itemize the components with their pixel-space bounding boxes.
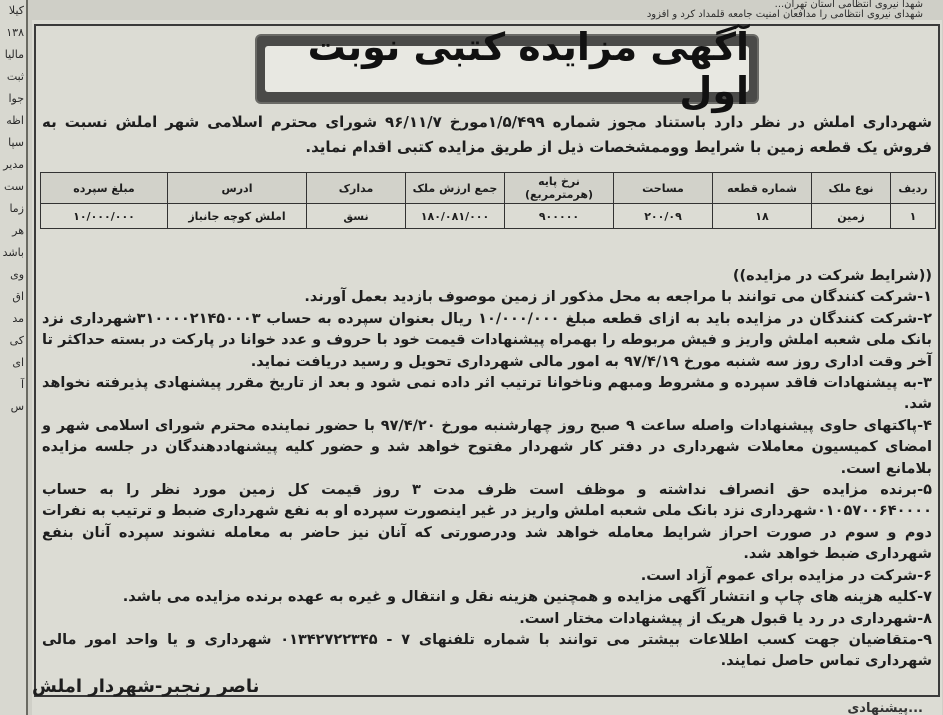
col-deposit: مبلغ سپرده	[41, 173, 168, 204]
column-fragment-text: مد	[12, 312, 24, 325]
column-fragment-text: اظه	[6, 114, 24, 127]
condition-item: ۸-شهرداری در رد یا قبول هریک از پیشنهادات مختار است.	[519, 610, 932, 627]
auction-notice	[32, 20, 942, 715]
col-area: مساحت	[614, 173, 713, 204]
column-fragment-text: زما	[9, 202, 24, 215]
column-fragment-text: ثبت	[6, 70, 24, 83]
col-property-type: نوع ملک	[812, 173, 891, 204]
col-total-value: جمع ارزش ملک	[406, 173, 505, 204]
cell-plot-number: ۱۸	[713, 204, 812, 229]
column-fragment-text: کی	[9, 334, 24, 347]
column-fragment-text: س	[10, 400, 24, 413]
column-fragment-text: ست	[3, 180, 24, 193]
column-fragment-text: مدیر	[3, 158, 24, 171]
condition-item: ۶-شرکت در مزایده برای عموم آزاد است.	[640, 567, 932, 584]
condition-item: ۹-متقاضیان جهت کسب اطلاعات بیشتر می توانند با شماره تلفنهای ۷ - ۰۱۳۴۲۷۲۲۳۴۵ شهرداری و یا واحد امور مالی شهرداری تماس حاصل نمایند.	[42, 631, 932, 670]
cell-base-rate: ۹۰۰۰۰۰	[505, 204, 614, 229]
table-row	[41, 204, 936, 229]
column-fragment-text: کیلا	[8, 4, 24, 17]
signature-line: ناصر رنجبر-شهردار املش	[32, 676, 260, 697]
intro-paragraph: شهرداری املش در نظر دارد باستناد مجوز شماره ۱/۵/۴۹۹مورخ ۹۶/۱۱/۷ شورای محترم اسلامی شهر املش نسبت به فروش یک قطعه زمین با شرایط ووممشخصات ذیل از طریق مزایده کتبی اقدام نماید.	[42, 113, 932, 156]
condition-item: ۲-شرکت کنندگان در مزایده باید به ازای قطعه مبلغ ۱۰/۰۰۰/۰۰۰ ریال بعنوان سپرده به حساب ۳۱۰۰۰۰۲۱۴۵۰۰۰۳شهرداری نزد بانک ملی شعبه املش واریز و فیش مربوطه را بهمراه پیشنهادات قیمت خود با حروف و عدد خوانا در پارکت در بسته حداکثر تا آخر وقت اداری روز سه شنبه مورخ ۹۷/۴/۱۹ به امور مالی شهرداری تحویل و رسید دریافت نماید.	[42, 310, 932, 370]
col-address: ادرس	[168, 173, 307, 204]
cell-row-number: ۱	[891, 204, 936, 229]
condition-item: ۱-شرکت کنندگان می توانند با مراجعه به محل مذکور از زمین موصوف بازدید بعمل آورند.	[304, 289, 932, 306]
col-base-rate: نرخ پایه (هرمترمربع)	[505, 173, 614, 204]
property-table	[40, 172, 936, 229]
condition-item: ۳-به پیشنهادات فاقد سپرده و مشروط ومبهم وناخوانا ترتیب اثر داده نمی شود و بعد از تاریخ مقرر پیشنهادی پذیرفته نخواهد شد.	[42, 375, 932, 413]
column-fragment-text: مالیا	[4, 48, 24, 61]
adjacent-column-fragment	[0, 0, 28, 715]
condition-item: ۷-کلیه هزینه های چاپ و انتشار آگهی مزایده و همچنین هزینه نقل و انتقال و غیره به عهده برنده مزایده می باشد.	[122, 589, 932, 606]
conditions-section	[42, 266, 932, 673]
column-fragment-text: اق	[12, 290, 24, 303]
column-fragment-text: جوا	[8, 92, 24, 105]
column-fragment-text: باشد	[2, 246, 24, 259]
cell-total-value: ۱۸۰/۰۸۱/۰۰۰	[406, 204, 505, 229]
cell-address: املش کوچه جانباز	[168, 204, 307, 229]
cell-property-type: زمین	[812, 204, 891, 229]
column-fragment-text: وی	[10, 268, 24, 281]
col-documents: مدارک	[307, 173, 406, 204]
col-row-number: ردیف	[891, 173, 936, 204]
column-fragment-text: آ	[20, 378, 24, 391]
column-fragment-text: ۱۳۸	[6, 26, 24, 39]
table-header-row	[41, 173, 936, 204]
cell-deposit: ۱۰/۰۰۰/۰۰۰	[41, 204, 168, 229]
column-fragment-text: ای	[12, 356, 24, 369]
col-plot-number: شماره قطعه	[713, 173, 812, 204]
adjacent-article-fragment	[28, 0, 943, 22]
column-fragment-text: هر	[12, 224, 24, 237]
condition-item: ۵-برنده مزایده حق انصراف نداشته و موظف است ظرف مدت ۳ روز قیمت کل زمین مورد نظر را به حساب ۰۱۰۵۷۰۰۶۴۰۰۰۰شهرداری نزد بانک ملی شعبه املش واریز در غیر اینصورت سپرده او به نفع شهرداری ضبط و ترتیب به نفرات دوم و سوم در صورت احراز شرایط معامله خواهد شد ودرصورتی که آنان نیز حاضر به معامله نشوند سپرده آنان بنفع شهرداری ضبط خواهد شد.	[42, 482, 933, 563]
conditions-heading: ((شرایط شرکت در مزایده))	[732, 268, 932, 284]
top-fragment-line-2: شهدای نیروی انتظامی را مدافعان امنیت جامعه قلمداد کرد و افزود	[646, 9, 923, 20]
cell-area: ۲۰۰/۰۹	[614, 204, 713, 229]
cell-documents: نسق	[307, 204, 406, 229]
title-banner	[257, 25, 757, 113]
notice-title: آگهی مزایده کتبی نوبت اول	[307, 25, 749, 113]
top-fragment-line-1: شهدا نیروی انتظامی استان تهران...	[774, 0, 923, 10]
column-fragment-text: سپا	[8, 136, 24, 149]
condition-item: ۴-پاکتهای حاوی پیشنهادات واصله ساعت ۹ صبح روز چهارشنبه مورخ ۹۷/۴/۲۰ با حضور نماینده محترم شورای اسلامی شهر و امضای کمیسیون معاملات شهرداری در دفتر کار شهردار مفتوح خواهد شد و حضور کلیه پیشنهاددهندگان در جلسه مزایده بلامانع است.	[42, 417, 932, 477]
next-article-fragment: پیشنهادی...	[847, 701, 923, 715]
